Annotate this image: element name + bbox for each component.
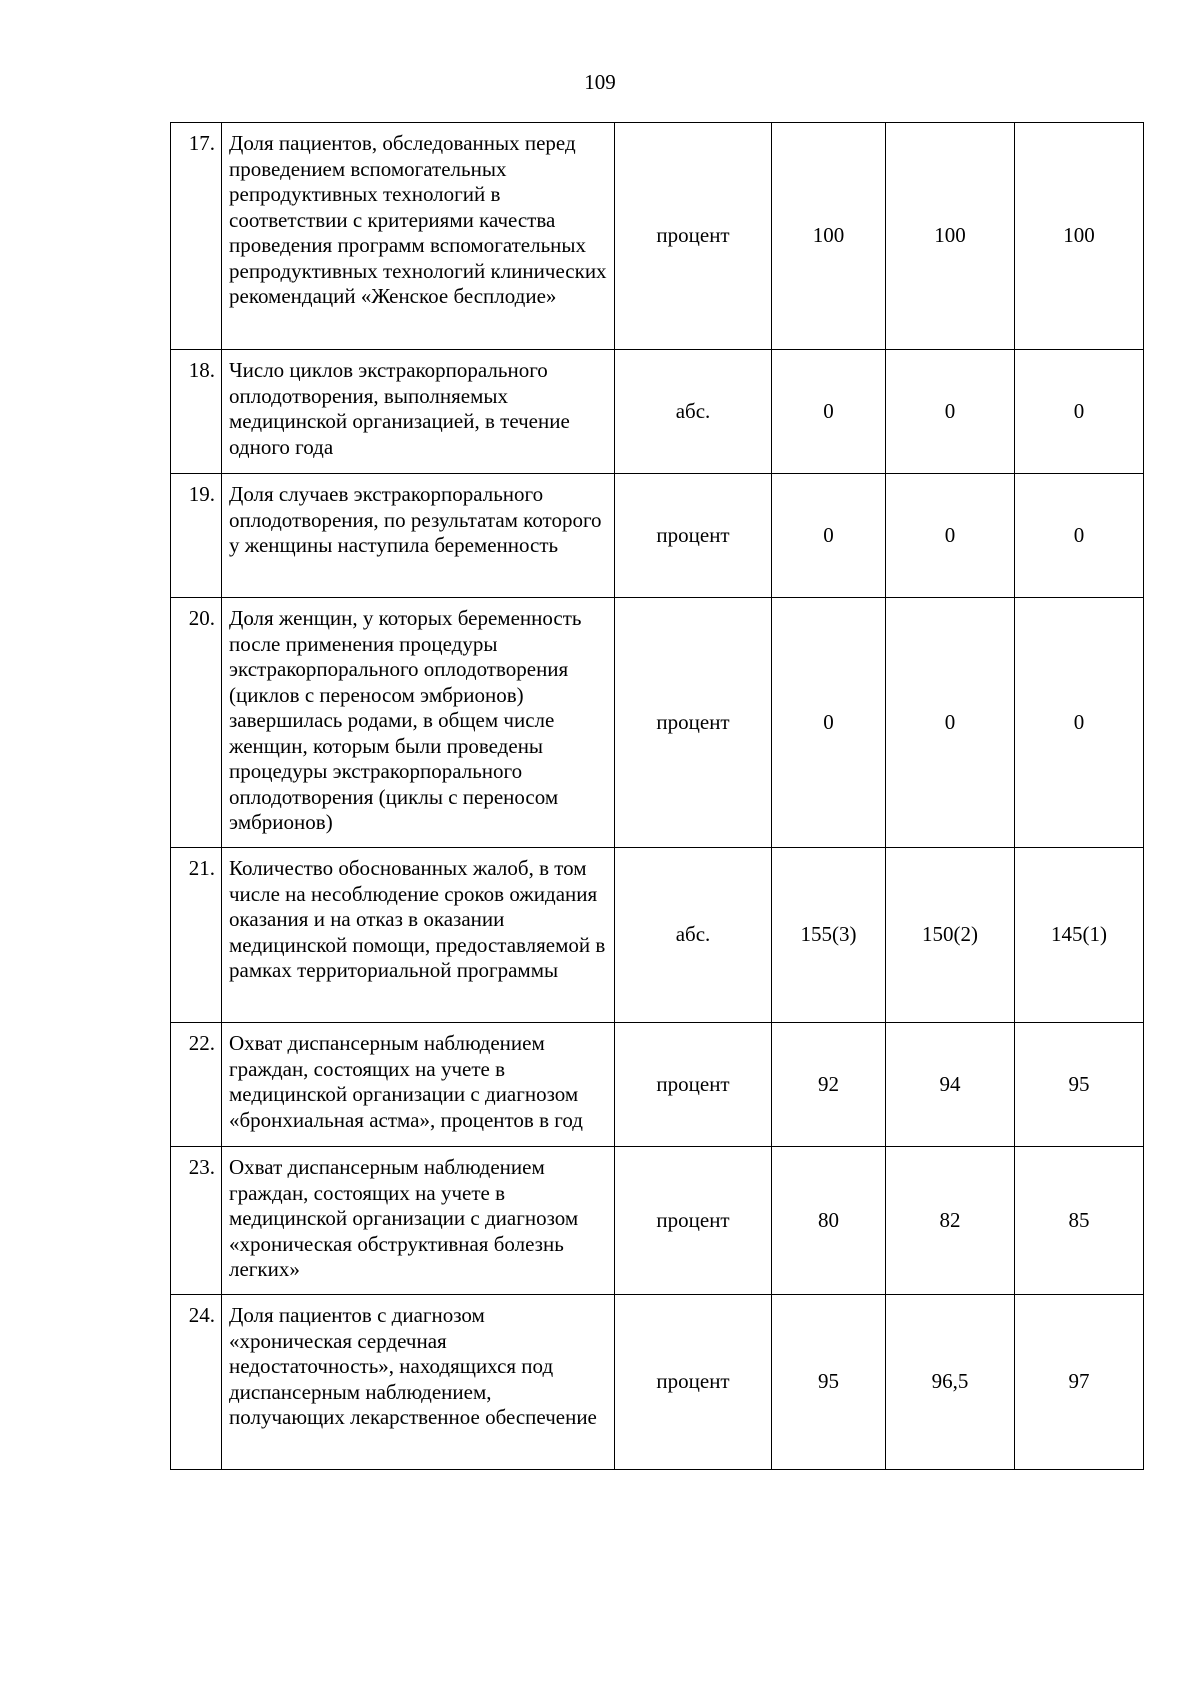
row-number: 22. bbox=[171, 1023, 222, 1147]
value-cell: 95 bbox=[772, 1295, 886, 1470]
value-cell: 95 bbox=[1015, 1023, 1144, 1147]
row-number: 21. bbox=[171, 848, 222, 1023]
unit-cell: процент bbox=[615, 123, 772, 350]
value-cell: 0 bbox=[886, 350, 1015, 474]
value-cell: 85 bbox=[1015, 1147, 1144, 1295]
indicator-name: Доля пациентов, обследованных перед проведением вспомогательных репродуктивных технологий в соответствии с критериями качества проведения программ вспомогательных репродуктивных технологий клинических рекомендаций «Женское бесплодие» bbox=[222, 123, 615, 350]
unit-cell: процент bbox=[615, 1295, 772, 1470]
table-row bbox=[171, 848, 1144, 1023]
value-cell: 80 bbox=[772, 1147, 886, 1295]
table-row bbox=[171, 350, 1144, 474]
value-cell: 0 bbox=[772, 598, 886, 848]
value-cell: 150(2) bbox=[886, 848, 1015, 1023]
table-row bbox=[171, 474, 1144, 598]
row-number: 17. bbox=[171, 123, 222, 350]
value-cell: 0 bbox=[772, 474, 886, 598]
table-row bbox=[171, 1147, 1144, 1295]
unit-cell: абс. bbox=[615, 350, 772, 474]
value-cell: 82 bbox=[886, 1147, 1015, 1295]
row-number: 23. bbox=[171, 1147, 222, 1295]
page-number: 109 bbox=[584, 70, 616, 94]
value-cell: 0 bbox=[886, 598, 1015, 848]
value-cell: 94 bbox=[886, 1023, 1015, 1147]
table-row bbox=[171, 123, 1144, 350]
row-number: 24. bbox=[171, 1295, 222, 1470]
unit-cell: процент bbox=[615, 598, 772, 848]
table-row bbox=[171, 1023, 1144, 1147]
row-number: 18. bbox=[171, 350, 222, 474]
indicator-name: Охват диспансерным наблюдением граждан, состоящих на учете в медицинской организации с диагнозом «бронхиальная астма», процентов в год bbox=[222, 1023, 615, 1147]
value-cell: 96,5 bbox=[886, 1295, 1015, 1470]
unit-cell: процент bbox=[615, 1023, 772, 1147]
value-cell: 145(1) bbox=[1015, 848, 1144, 1023]
unit-cell: абс. bbox=[615, 848, 772, 1023]
value-cell: 0 bbox=[772, 350, 886, 474]
indicator-name: Количество обоснованных жалоб, в том числе на несоблюдение сроков ожидания оказания и на отказ в оказании медицинской помощи, предоставляемой в рамках территориальной программы bbox=[222, 848, 615, 1023]
value-cell: 100 bbox=[772, 123, 886, 350]
value-cell: 0 bbox=[886, 474, 1015, 598]
row-number: 20. bbox=[171, 598, 222, 848]
table-row bbox=[171, 598, 1144, 848]
indicator-name: Число циклов экстракорпорального оплодотворения, выполняемых медицинской организацией, в течение одного года bbox=[222, 350, 615, 474]
value-cell: 0 bbox=[1015, 598, 1144, 848]
indicator-name: Доля пациентов с диагнозом «хроническая сердечная недостаточность», находящихся под диспансерным наблюдением, получающих лекарственное обеспечение bbox=[222, 1295, 615, 1470]
indicators-table bbox=[170, 122, 1144, 1470]
value-cell: 92 bbox=[772, 1023, 886, 1147]
row-number: 19. bbox=[171, 474, 222, 598]
indicator-name: Охват диспансерным наблюдением граждан, состоящих на учете в медицинской организации с диагнозом «хроническая обструктивная болезнь легких» bbox=[222, 1147, 615, 1295]
indicator-name: Доля женщин, у которых беременность после применения процедуры экстракорпорального оплодотворения (циклов с переносом эмбрионов) завершилась родами, в общем числе женщин, которым были проведены процедуры экстракорпорального оплодотворения (циклы с переносом эмбрионов) bbox=[222, 598, 615, 848]
unit-cell: процент bbox=[615, 474, 772, 598]
value-cell: 0 bbox=[1015, 350, 1144, 474]
table-row bbox=[171, 1295, 1144, 1470]
unit-cell: процент bbox=[615, 1147, 772, 1295]
indicator-name: Доля случаев экстракорпорального оплодотворения, по результатам которого у женщины наступила беременность bbox=[222, 474, 615, 598]
value-cell: 100 bbox=[886, 123, 1015, 350]
value-cell: 0 bbox=[1015, 474, 1144, 598]
value-cell: 100 bbox=[1015, 123, 1144, 350]
value-cell: 155(3) bbox=[772, 848, 886, 1023]
value-cell: 97 bbox=[1015, 1295, 1144, 1470]
